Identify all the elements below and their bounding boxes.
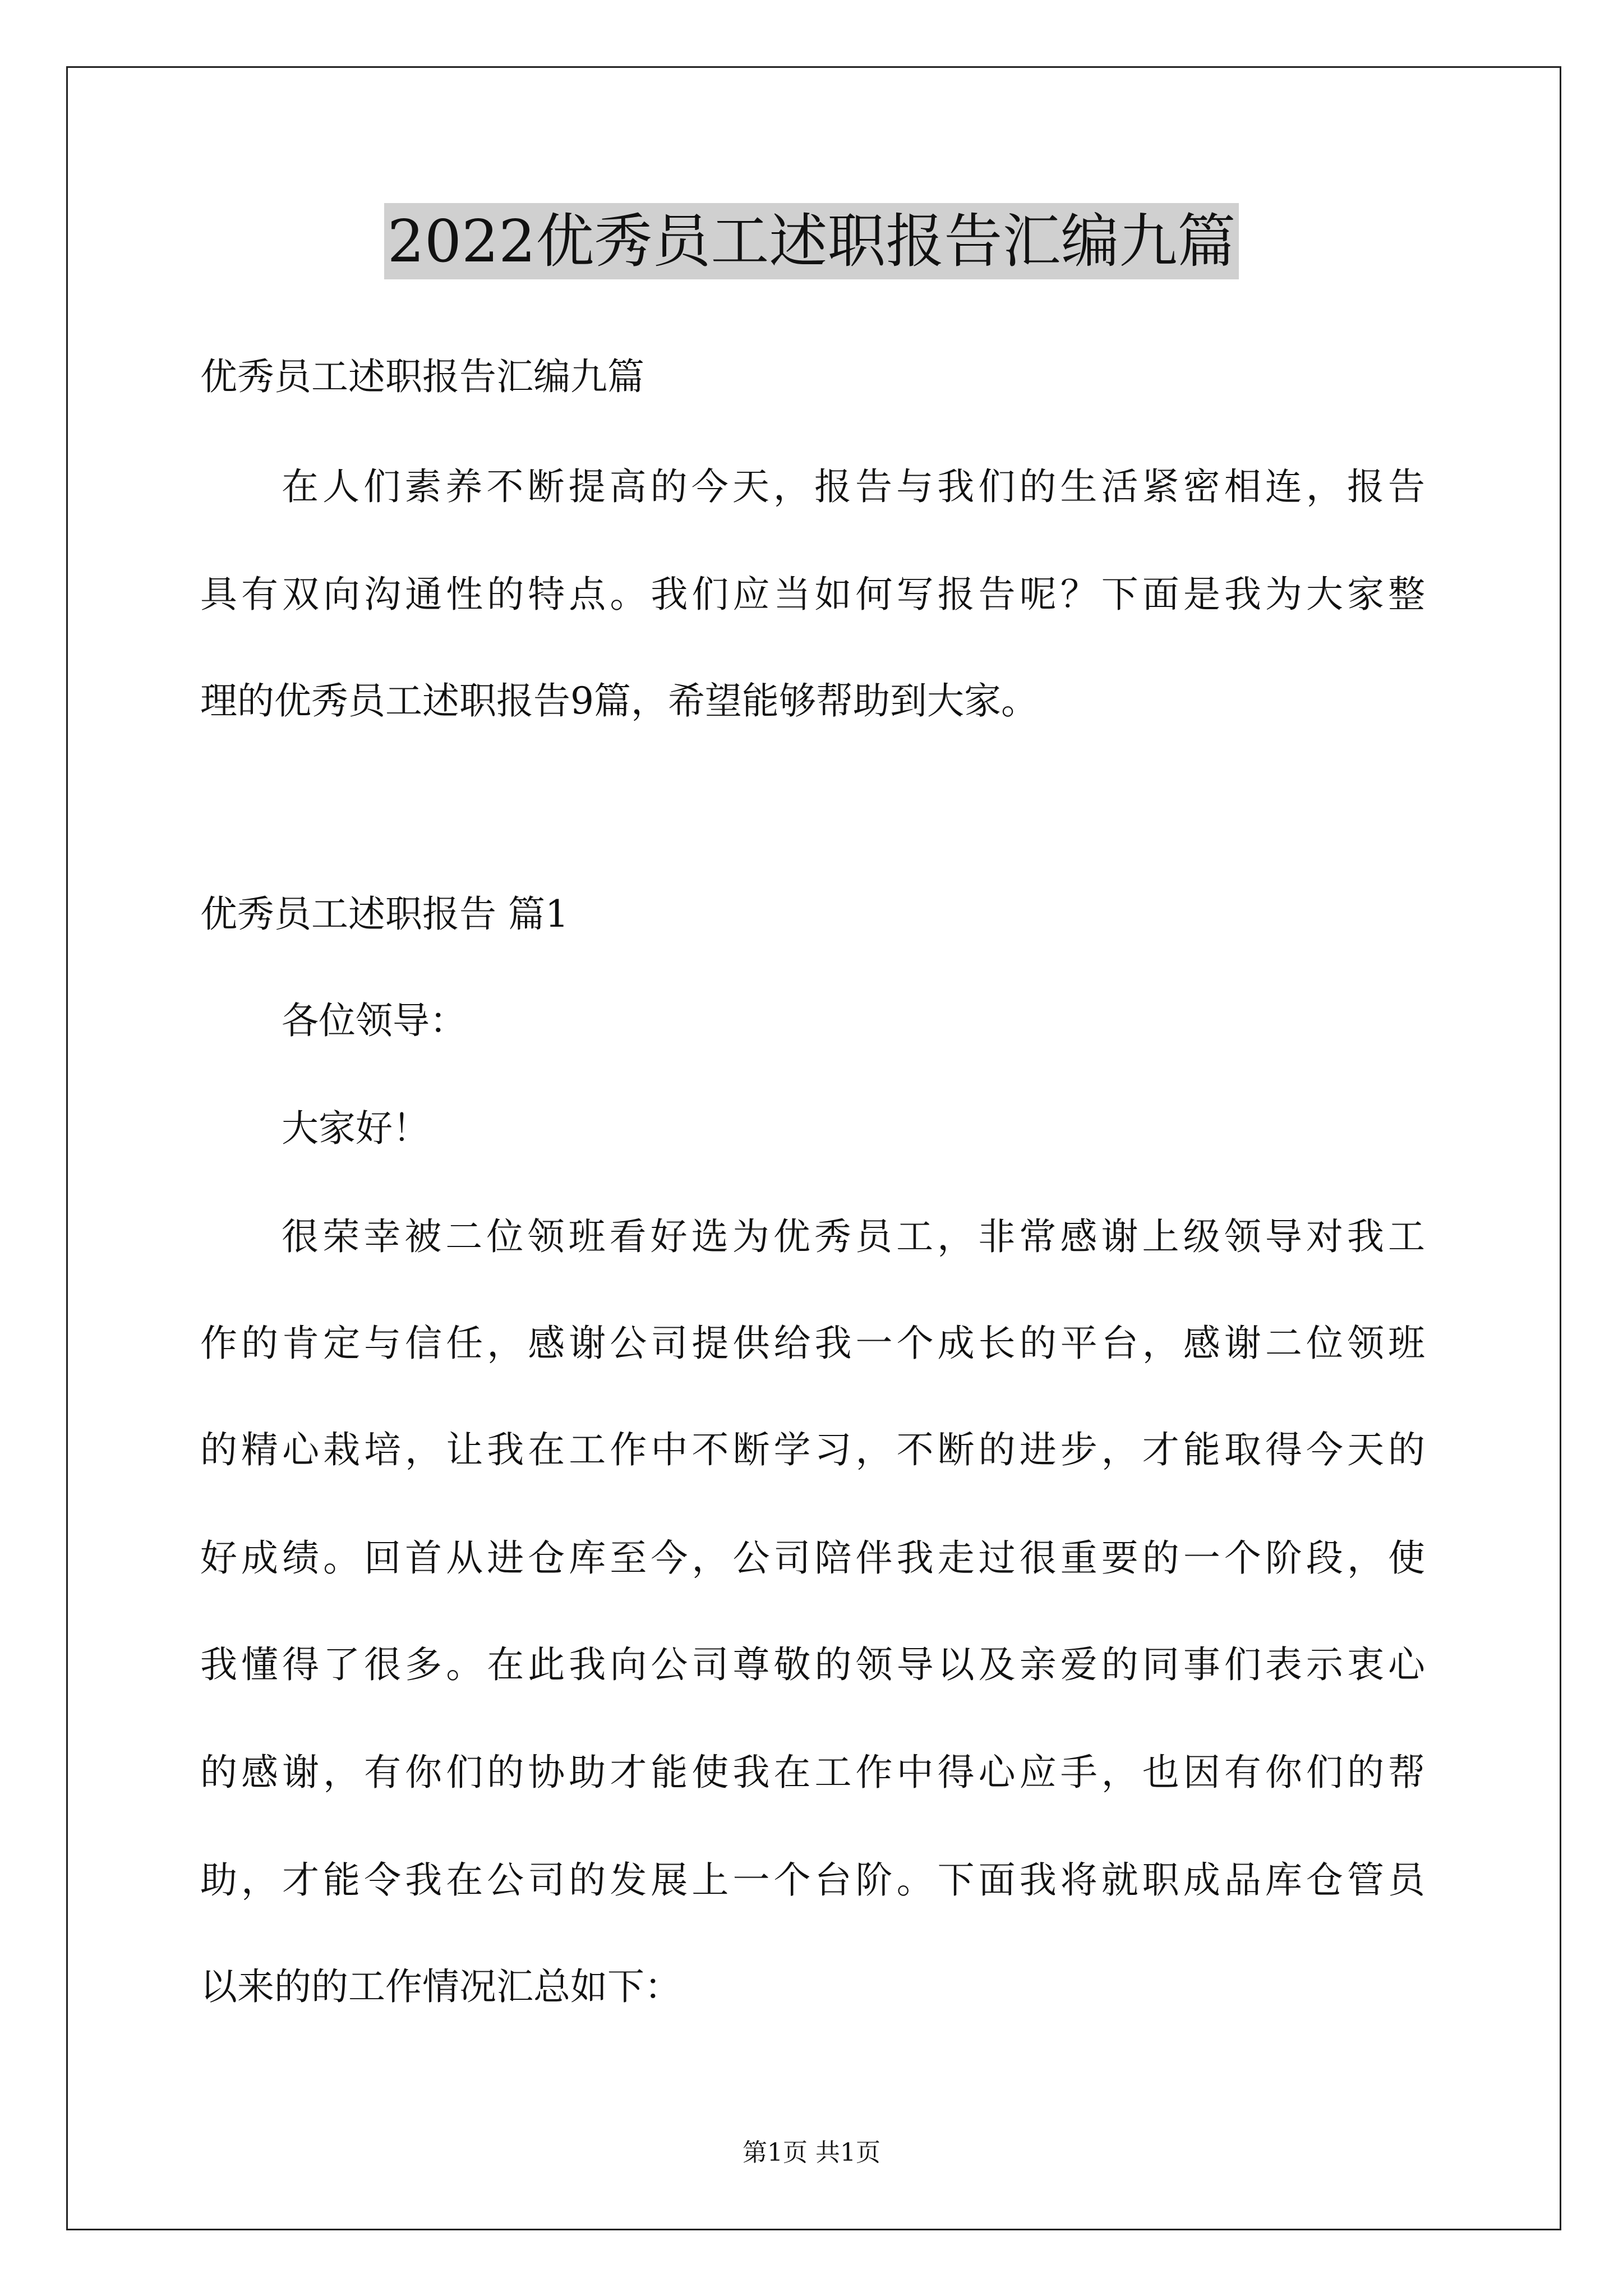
- salutation: 各位领导：: [282, 999, 467, 1042]
- body-line-2: 作的肯定与信任，感谢公司提供给我一个成长的平台，感谢二位领班: [200, 1322, 1425, 1365]
- page-footer: 第1页 共1页: [743, 2138, 880, 2167]
- body-line-5: 我懂得了很多。在此我向公司尊敬的领导以及亲爱的同事们表示衷心: [200, 1643, 1425, 1686]
- body-line-3: 的精心栽培，让我在工作中不断学习，不断的进步，才能取得今天的: [200, 1428, 1425, 1471]
- body-line-7: 助，才能令我在公司的发展上一个台阶。下面我将就职成品库仓管员: [200, 1858, 1425, 1902]
- body-line-1: 很荣幸被二位领班看好选为优秀员工，非常感谢上级领导对我工: [282, 1215, 1425, 1258]
- body-line-4: 好成绩。回首从进仓库至今，公司陪伴我走过很重要的一个阶段，使: [200, 1536, 1425, 1580]
- document-title: 2022优秀员工述职报告汇编九篇: [384, 203, 1239, 279]
- body-line-6: 的感谢，有你们的协助才能使我在工作中得心应手，也因有你们的帮: [200, 1751, 1425, 1794]
- section-heading: 优秀员工述职报告 篇1: [200, 892, 569, 936]
- greeting: 大家好！: [282, 1107, 430, 1150]
- intro-line-3: 理的优秀员工述职报告9篇，希望能够帮助到大家。: [200, 679, 1038, 723]
- title-container: [0, 203, 1623, 279]
- intro-line-1: 在人们素养不断提高的今天，报告与我们的生活紧密相连，报告: [282, 465, 1425, 508]
- body-line-8: 以来的的工作情况汇总如下：: [200, 1965, 681, 2008]
- intro-line-2: 具有双向沟通性的特点。我们应当如何写报告呢？下面是我为大家整: [200, 573, 1425, 616]
- document-subtitle: 优秀员工述职报告汇编九篇: [200, 355, 644, 398]
